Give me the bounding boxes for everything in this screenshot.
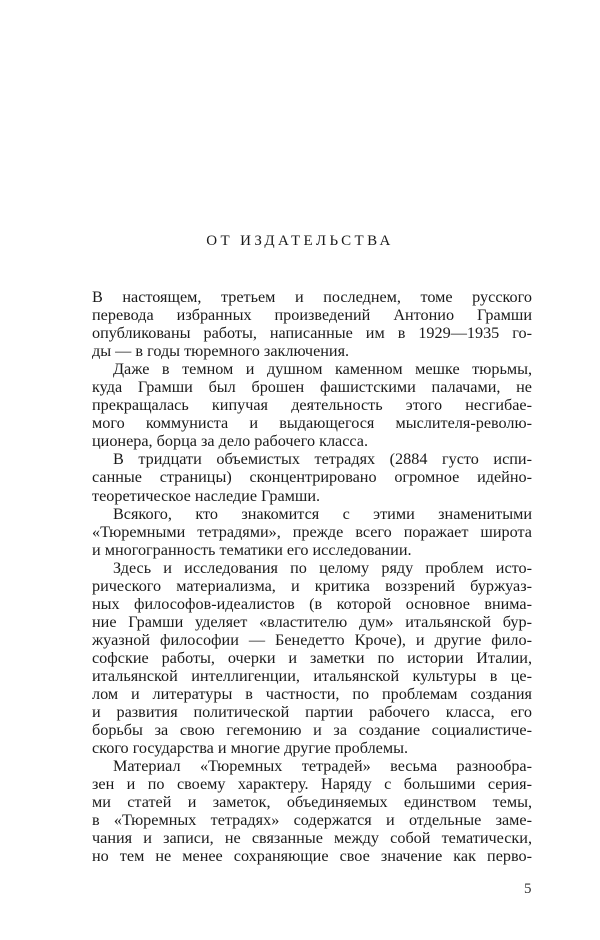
text-line: ных философов-идеалистов (в которой основное внима- <box>92 594 532 613</box>
text-line: лом и литературы в частности, по проблемам создания <box>92 685 532 704</box>
section-heading: ОТ ИЗДАТЕЛЬСТВА <box>206 233 394 249</box>
text-line: Здесь и исследования по целому ряду проблем исто- <box>113 558 532 577</box>
text-line: опубликованы работы, написанные им в 1929—1935 го- <box>92 324 532 343</box>
text-line: ционера, борца за дело рабочего класса. <box>92 432 369 451</box>
text-line: жуазной философии — Бенедетто Кроче), и другие фило- <box>92 630 532 649</box>
text-line: но тем не менее сохраняющие свое значение как перво- <box>92 847 532 866</box>
text-line: мого коммуниста и выдающегося мыслителя-револю- <box>92 414 532 433</box>
text-line: куда Грамши был брошен фашистскими палачами, не <box>92 378 532 397</box>
text-line: Даже в темном и душном каменном мешке тюрьмы, <box>113 360 532 379</box>
text-line: «Тюремными тетрадями», прежде всего поражает широта <box>92 522 532 541</box>
text-line: ды — в годы тюремного заключения. <box>92 342 350 361</box>
text-line: и многогранность тематики его исследовании. <box>92 540 412 559</box>
text-line: теоретическое наследие Грамши. <box>92 486 321 505</box>
text-line: итальянской интеллигенции, итальянской культуры в це- <box>92 666 532 685</box>
page-number: 5 <box>524 881 532 897</box>
text-line: чания и записи, не связанные между собой тематически, <box>92 829 532 848</box>
text-line: ского государства и многие другие проблемы. <box>92 739 409 758</box>
text-line: В тридцати объемистых тетрадях (2884 густо испи- <box>113 450 532 469</box>
text-line: перевода избранных произведений Антонио Грамши <box>92 306 532 325</box>
text-line: В настоящем, третьем и последнем, томе русского <box>92 288 532 306</box>
text-line: рического материализма, и критика воззрений буржуаз- <box>92 576 532 595</box>
text-line: зен и по своему характеру. Наряду с большими серия- <box>92 775 532 794</box>
text-line: Всякого, кто знакомится с этими знаменитыми <box>113 504 532 523</box>
text-line: борьбы за свою гегемонию и за создание социалистиче- <box>92 721 532 740</box>
text-line: софские работы, очерки и заметки по истории Италии, <box>92 648 532 667</box>
text-line: в «Тюремных тетрадях» содержатся и отдельные заме- <box>92 811 532 830</box>
body-text <box>92 288 532 866</box>
text-line: и развития политической партии рабочего класса, его <box>92 703 532 722</box>
text-line: прекращалась кипучая деятельность этого несгибае- <box>92 396 532 415</box>
text-line: ми статей и заметок, объединяемых единством темы, <box>92 793 532 812</box>
text-line: ние Грамши уделяет «властителю дум» итальянской бур- <box>92 612 532 631</box>
text-line: Материал «Тюремных тетрадей» весьма разнообра- <box>113 757 532 776</box>
text-line: санные страницы) сконцентрировано огромное идейно- <box>92 468 532 487</box>
